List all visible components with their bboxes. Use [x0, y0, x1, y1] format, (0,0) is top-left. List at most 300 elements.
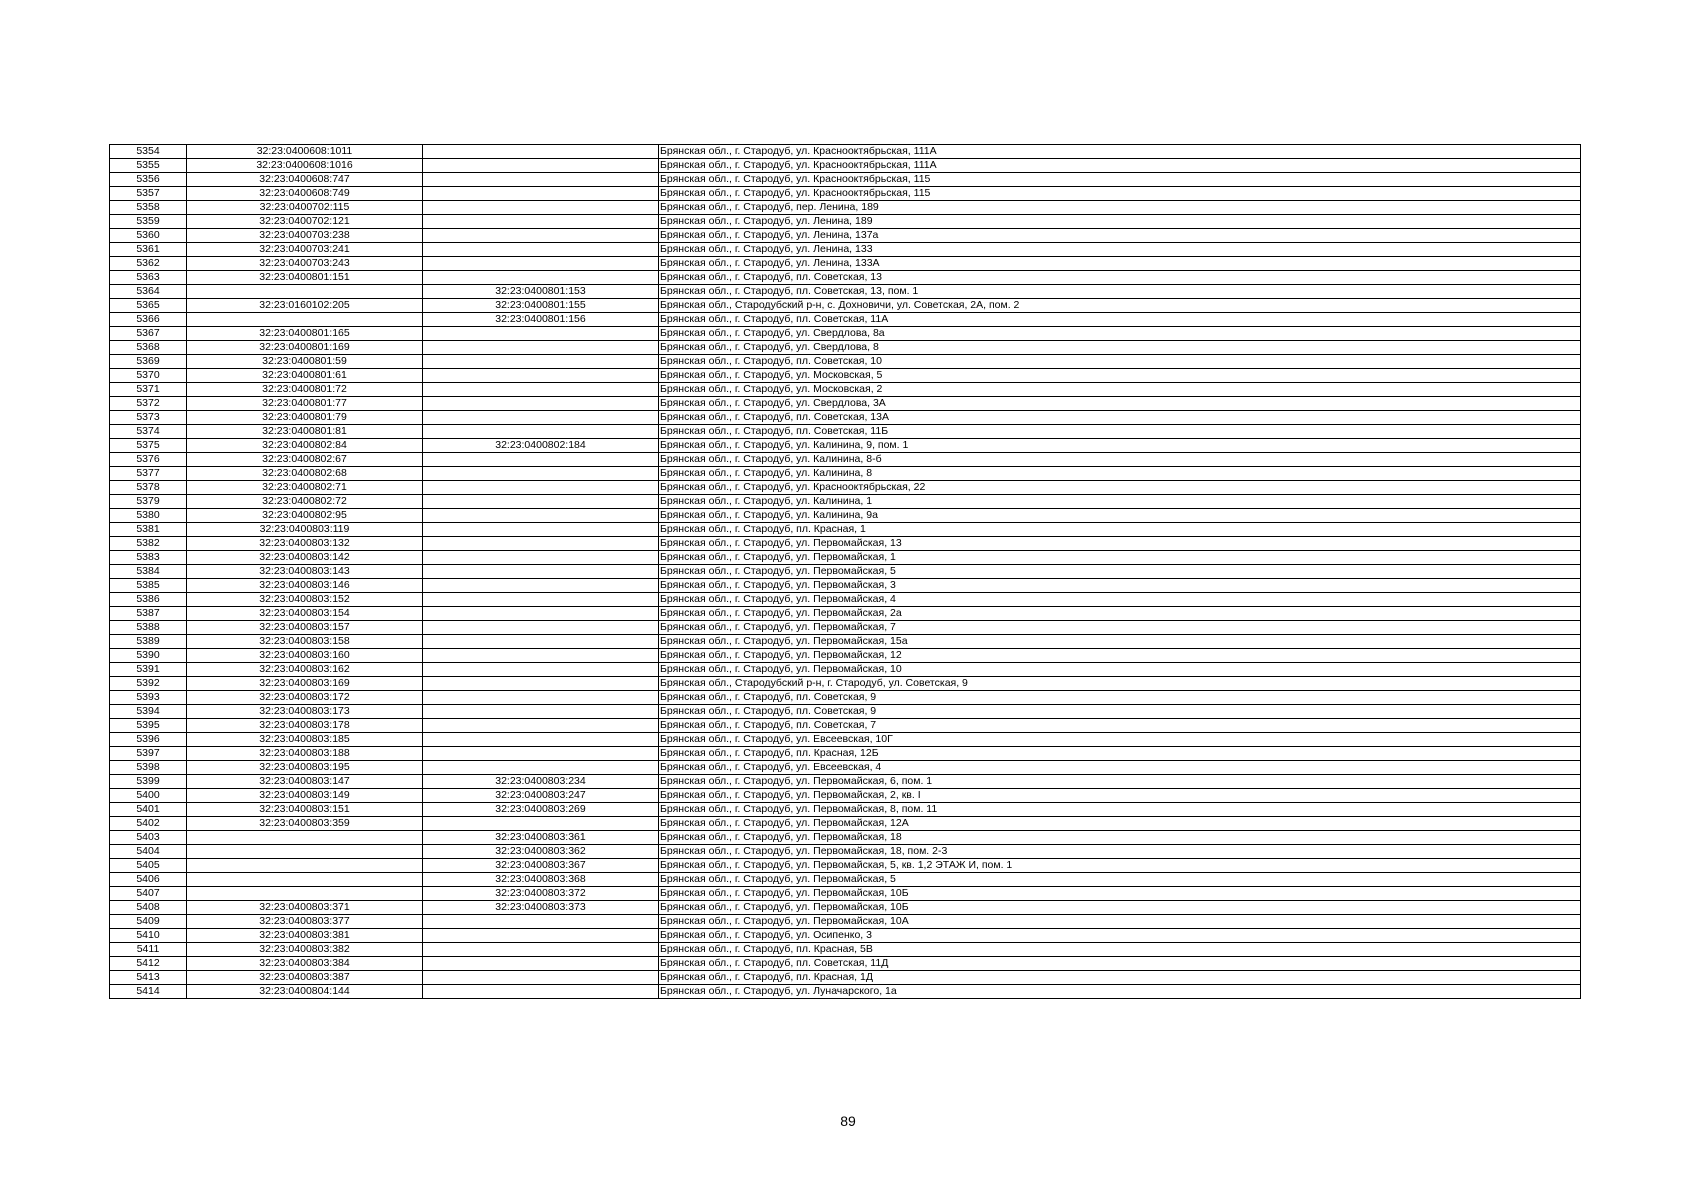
- row-number-cell: 5375: [110, 439, 187, 453]
- cadastral-number-cell: 32:23:0400802:72: [187, 495, 423, 509]
- address-cell: Брянская обл., г. Стародуб, ул. Первомайская, 1: [659, 551, 1581, 565]
- cadastral-number-cell: 32:23:0400803:188: [187, 747, 423, 761]
- cadastral-number-cell: 32:23:0400702:121: [187, 215, 423, 229]
- cadastral-number-cell: 32:23:0400802:68: [187, 467, 423, 481]
- address-cell: Брянская обл., г. Стародуб, ул. Первомайская, 15а: [659, 635, 1581, 649]
- related-cadastral-number-cell: [423, 957, 659, 971]
- address-cell: Брянская обл., г. Стародуб, ул. Краснооктябрьская, 115: [659, 187, 1581, 201]
- related-cadastral-number-cell: [423, 705, 659, 719]
- related-cadastral-number-cell: 32:23:0400801:155: [423, 299, 659, 313]
- address-cell: Брянская обл., г. Стародуб, ул. Первомайская, 3: [659, 579, 1581, 593]
- table-row: [110, 313, 1581, 327]
- address-cell: Брянская обл., г. Стародуб, ул. Ленина, 133А: [659, 257, 1581, 271]
- address-cell: Брянская обл., г. Стародуб, ул. Первомайская, 5: [659, 873, 1581, 887]
- cadastral-number-cell: 32:23:0400608:747: [187, 173, 423, 187]
- cadastral-number-cell: 32:23:0400801:81: [187, 425, 423, 439]
- row-number-cell: 5402: [110, 817, 187, 831]
- related-cadastral-number-cell: [423, 929, 659, 943]
- cadastral-number-cell: [187, 845, 423, 859]
- table-row: [110, 495, 1581, 509]
- table-row: [110, 355, 1581, 369]
- row-number-cell: 5394: [110, 705, 187, 719]
- row-number-cell: 5390: [110, 649, 187, 663]
- cadastral-number-cell: 32:23:0400703:243: [187, 257, 423, 271]
- table-row: [110, 397, 1581, 411]
- table-row: [110, 929, 1581, 943]
- address-cell: Брянская обл., г. Стародуб, ул. Первомайская, 5, кв. 1,2 ЭТАЖ И, пом. 1: [659, 859, 1581, 873]
- cadastral-number-cell: 32:23:0400803:160: [187, 649, 423, 663]
- table-row: [110, 565, 1581, 579]
- related-cadastral-number-cell: [423, 495, 659, 509]
- cadastral-number-cell: 32:23:0400803:371: [187, 901, 423, 915]
- row-number-cell: 5362: [110, 257, 187, 271]
- related-cadastral-number-cell: 32:23:0400803:362: [423, 845, 659, 859]
- table-row: [110, 341, 1581, 355]
- address-cell: Брянская обл., г. Стародуб, ул. Калинина, 8-б: [659, 453, 1581, 467]
- table-row: [110, 943, 1581, 957]
- table-row: [110, 285, 1581, 299]
- address-cell: Брянская обл., г. Стародуб, ул. Московская, 2: [659, 383, 1581, 397]
- address-cell: Брянская обл., г. Стародуб, пл. Красная, 1: [659, 523, 1581, 537]
- cadastral-number-cell: 32:23:0400803:377: [187, 915, 423, 929]
- related-cadastral-number-cell: [423, 621, 659, 635]
- cadastral-number-cell: 32:23:0400801:77: [187, 397, 423, 411]
- address-cell: Брянская обл., г. Стародуб, пл. Красная, 5В: [659, 943, 1581, 957]
- table-row: [110, 663, 1581, 677]
- row-number-cell: 5400: [110, 789, 187, 803]
- related-cadastral-number-cell: [423, 691, 659, 705]
- cadastral-number-cell: 32:23:0400608:1011: [187, 145, 423, 159]
- cadastral-number-cell: 32:23:0400801:169: [187, 341, 423, 355]
- address-cell: Брянская обл., г. Стародуб, ул. Первомайская, 2а: [659, 607, 1581, 621]
- row-number-cell: 5364: [110, 285, 187, 299]
- address-cell: Брянская обл., г. Стародуб, ул. Первомайская, 2, кв. I: [659, 789, 1581, 803]
- address-cell: Брянская обл., г. Стародуб, ул. Первомайская, 7: [659, 621, 1581, 635]
- cadastral-number-cell: 32:23:0400802:84: [187, 439, 423, 453]
- cadastral-number-cell: 32:23:0400803:142: [187, 551, 423, 565]
- address-cell: Брянская обл., г. Стародуб, пл. Советская, 13А: [659, 411, 1581, 425]
- row-number-cell: 5381: [110, 523, 187, 537]
- address-cell: Брянская обл., г. Стародуб, ул. Свердлова, 8: [659, 341, 1581, 355]
- related-cadastral-number-cell: [423, 425, 659, 439]
- table-row: [110, 229, 1581, 243]
- related-cadastral-number-cell: 32:23:0400803:373: [423, 901, 659, 915]
- address-cell: Брянская обл., г. Стародуб, ул. Краснооктябрьская, 115: [659, 173, 1581, 187]
- row-number-cell: 5409: [110, 915, 187, 929]
- related-cadastral-number-cell: 32:23:0400803:234: [423, 775, 659, 789]
- address-cell: Брянская обл., г. Стародуб, пл. Советская, 13: [659, 271, 1581, 285]
- cadastral-number-cell: 32:23:0400801:61: [187, 369, 423, 383]
- row-number-cell: 5368: [110, 341, 187, 355]
- cadastral-number-cell: 32:23:0400803:157: [187, 621, 423, 635]
- row-number-cell: 5382: [110, 537, 187, 551]
- table-row: [110, 677, 1581, 691]
- related-cadastral-number-cell: [423, 579, 659, 593]
- cadastral-number-cell: [187, 873, 423, 887]
- related-cadastral-number-cell: 32:23:0400801:156: [423, 313, 659, 327]
- address-cell: Брянская обл., г. Стародуб, ул. Ленина, 137а: [659, 229, 1581, 243]
- related-cadastral-number-cell: [423, 397, 659, 411]
- related-cadastral-number-cell: [423, 817, 659, 831]
- row-number-cell: 5367: [110, 327, 187, 341]
- cadastral-number-cell: 32:23:0400803:387: [187, 971, 423, 985]
- address-cell: Брянская обл., г. Стародуб, ул. Первомайская, 6, пом. 1: [659, 775, 1581, 789]
- address-cell: Брянская обл., г. Стародуб, ул. Краснооктябрьская, 22: [659, 481, 1581, 495]
- table-row: [110, 607, 1581, 621]
- table-row: [110, 803, 1581, 817]
- address-cell: Брянская обл., г. Стародуб, ул. Первомайская, 10А: [659, 915, 1581, 929]
- address-cell: Брянская обл., г. Стародуб, ул. Первомайская, 12: [659, 649, 1581, 663]
- cadastral-number-cell: 32:23:0400802:67: [187, 453, 423, 467]
- row-number-cell: 5383: [110, 551, 187, 565]
- row-number-cell: 5385: [110, 579, 187, 593]
- address-cell: Брянская обл., г. Стародуб, ул. Первомайская, 5: [659, 565, 1581, 579]
- related-cadastral-number-cell: 32:23:0400803:269: [423, 803, 659, 817]
- table-row: [110, 327, 1581, 341]
- row-number-cell: 5372: [110, 397, 187, 411]
- related-cadastral-number-cell: 32:23:0400801:153: [423, 285, 659, 299]
- address-cell: Брянская обл., г. Стародуб, ул. Ленина, 133: [659, 243, 1581, 257]
- row-number-cell: 5413: [110, 971, 187, 985]
- row-number-cell: 5354: [110, 145, 187, 159]
- row-number-cell: 5408: [110, 901, 187, 915]
- row-number-cell: 5365: [110, 299, 187, 313]
- row-number-cell: 5358: [110, 201, 187, 215]
- table-row: [110, 159, 1581, 173]
- table-row: [110, 831, 1581, 845]
- row-number-cell: 5357: [110, 187, 187, 201]
- related-cadastral-number-cell: [423, 551, 659, 565]
- related-cadastral-number-cell: [423, 369, 659, 383]
- row-number-cell: 5401: [110, 803, 187, 817]
- address-cell: Брянская обл., г. Стародуб, ул. Первомайская, 18, пом. 2-3: [659, 845, 1581, 859]
- related-cadastral-number-cell: [423, 747, 659, 761]
- related-cadastral-number-cell: [423, 243, 659, 257]
- address-cell: Брянская обл., г. Стародуб, ул. Первомайская, 10Б: [659, 901, 1581, 915]
- address-cell: Брянская обл., Стародубский р-н, г. Стародуб, ул. Советская, 9: [659, 677, 1581, 691]
- related-cadastral-number-cell: [423, 677, 659, 691]
- row-number-cell: 5404: [110, 845, 187, 859]
- row-number-cell: 5376: [110, 453, 187, 467]
- address-cell: Брянская обл., г. Стародуб, ул. Свердлова, 3А: [659, 397, 1581, 411]
- address-cell: Брянская обл., г. Стародуб, ул. Первомайская, 10Б: [659, 887, 1581, 901]
- table-row: [110, 915, 1581, 929]
- row-number-cell: 5373: [110, 411, 187, 425]
- address-cell: Брянская обл., г. Стародуб, ул. Первомайская, 10: [659, 663, 1581, 677]
- row-number-cell: 5386: [110, 593, 187, 607]
- related-cadastral-number-cell: [423, 985, 659, 999]
- related-cadastral-number-cell: [423, 733, 659, 747]
- related-cadastral-number-cell: 32:23:0400803:367: [423, 859, 659, 873]
- related-cadastral-number-cell: 32:23:0400803:372: [423, 887, 659, 901]
- cadastral-number-cell: 32:23:0400803:195: [187, 761, 423, 775]
- table-row: [110, 747, 1581, 761]
- table-row: [110, 383, 1581, 397]
- related-cadastral-number-cell: [423, 607, 659, 621]
- related-cadastral-number-cell: [423, 411, 659, 425]
- address-cell: Брянская обл., г. Стародуб, ул. Луначарского, 1а: [659, 985, 1581, 999]
- table-row: [110, 467, 1581, 481]
- table-row: [110, 635, 1581, 649]
- related-cadastral-number-cell: [423, 509, 659, 523]
- row-number-cell: 5405: [110, 859, 187, 873]
- related-cadastral-number-cell: 32:23:0400803:368: [423, 873, 659, 887]
- row-number-cell: 5393: [110, 691, 187, 705]
- related-cadastral-number-cell: [423, 145, 659, 159]
- cadastral-number-cell: 32:23:0400803:359: [187, 817, 423, 831]
- row-number-cell: 5355: [110, 159, 187, 173]
- related-cadastral-number-cell: [423, 355, 659, 369]
- row-number-cell: 5388: [110, 621, 187, 635]
- related-cadastral-number-cell: 32:23:0400802:184: [423, 439, 659, 453]
- address-cell: Брянская обл., г. Стародуб, ул. Первомайская, 13: [659, 537, 1581, 551]
- address-cell: Брянская обл., г. Стародуб, пл. Советская, 11Д: [659, 957, 1581, 971]
- table-row: [110, 257, 1581, 271]
- row-number-cell: 5387: [110, 607, 187, 621]
- table-row: [110, 271, 1581, 285]
- cadastral-number-cell: 32:23:0400703:238: [187, 229, 423, 243]
- related-cadastral-number-cell: [423, 453, 659, 467]
- table-row: [110, 299, 1581, 313]
- row-number-cell: 5396: [110, 733, 187, 747]
- related-cadastral-number-cell: [423, 229, 659, 243]
- row-number-cell: 5384: [110, 565, 187, 579]
- cadastral-number-cell: 32:23:0400801:151: [187, 271, 423, 285]
- address-cell: Брянская обл., г. Стародуб, ул. Калинина, 1: [659, 495, 1581, 509]
- row-number-cell: 5370: [110, 369, 187, 383]
- cadastral-number-cell: 32:23:0400801:79: [187, 411, 423, 425]
- table-row: [110, 733, 1581, 747]
- row-number-cell: 5377: [110, 467, 187, 481]
- address-cell: Брянская обл., г. Стародуб, ул. Первомайская, 8, пом. 11: [659, 803, 1581, 817]
- table-row: [110, 817, 1581, 831]
- cadastral-number-cell: 32:23:0400802:95: [187, 509, 423, 523]
- property-table: [109, 144, 1581, 999]
- table-row: [110, 537, 1581, 551]
- address-cell: Брянская обл., г. Стародуб, пл. Советская, 11Б: [659, 425, 1581, 439]
- cadastral-number-cell: 32:23:0400702:115: [187, 201, 423, 215]
- table-row: [110, 215, 1581, 229]
- row-number-cell: 5407: [110, 887, 187, 901]
- cadastral-number-cell: 32:23:0400803:119: [187, 523, 423, 537]
- address-cell: Брянская обл., г. Стародуб, ул. Калинина, 9, пом. 1: [659, 439, 1581, 453]
- row-number-cell: 5399: [110, 775, 187, 789]
- cadastral-number-cell: 32:23:0400803:152: [187, 593, 423, 607]
- table-row: [110, 845, 1581, 859]
- table-row: [110, 145, 1581, 159]
- related-cadastral-number-cell: [423, 971, 659, 985]
- table-row: [110, 957, 1581, 971]
- address-cell: Брянская обл., г. Стародуб, ул. Ленина, 189: [659, 215, 1581, 229]
- cadastral-number-cell: 32:23:0400803:158: [187, 635, 423, 649]
- address-cell: Брянская обл., г. Стародуб, пл. Красная, 1Д: [659, 971, 1581, 985]
- table-row: [110, 579, 1581, 593]
- table-row: [110, 691, 1581, 705]
- table-row: [110, 369, 1581, 383]
- address-cell: Брянская обл., г. Стародуб, ул. Евсеевская, 4: [659, 761, 1581, 775]
- address-cell: Брянская обл., г. Стародуб, пл. Красная, 12Б: [659, 747, 1581, 761]
- related-cadastral-number-cell: [423, 943, 659, 957]
- property-table-body: [110, 145, 1581, 999]
- row-number-cell: 5374: [110, 425, 187, 439]
- related-cadastral-number-cell: [423, 719, 659, 733]
- table-row: [110, 719, 1581, 733]
- cadastral-number-cell: 32:23:0400803:382: [187, 943, 423, 957]
- related-cadastral-number-cell: [423, 635, 659, 649]
- row-number-cell: 5363: [110, 271, 187, 285]
- cadastral-number-cell: [187, 285, 423, 299]
- cadastral-number-cell: 32:23:0400803:185: [187, 733, 423, 747]
- related-cadastral-number-cell: [423, 649, 659, 663]
- related-cadastral-number-cell: [423, 201, 659, 215]
- related-cadastral-number-cell: [423, 481, 659, 495]
- row-number-cell: 5356: [110, 173, 187, 187]
- address-cell: Брянская обл., г. Стародуб, ул. Осипенко, 3: [659, 929, 1581, 943]
- address-cell: Брянская обл., Стародубский р-н, с. Дохновичи, ул. Советская, 2А, пом. 2: [659, 299, 1581, 313]
- related-cadastral-number-cell: [423, 761, 659, 775]
- cadastral-number-cell: 32:23:0400803:143: [187, 565, 423, 579]
- table-row: [110, 201, 1581, 215]
- related-cadastral-number-cell: 32:23:0400803:247: [423, 789, 659, 803]
- row-number-cell: 5410: [110, 929, 187, 943]
- related-cadastral-number-cell: [423, 173, 659, 187]
- cadastral-number-cell: 32:23:0400803:149: [187, 789, 423, 803]
- row-number-cell: 5389: [110, 635, 187, 649]
- cadastral-number-cell: 32:23:0400703:241: [187, 243, 423, 257]
- address-cell: Брянская обл., г. Стародуб, пл. Советская, 7: [659, 719, 1581, 733]
- address-cell: Брянская обл., г. Стародуб, пл. Советская, 9: [659, 691, 1581, 705]
- cadastral-number-cell: 32:23:0400801:72: [187, 383, 423, 397]
- address-cell: Брянская обл., г. Стародуб, ул. Первомайская, 12А: [659, 817, 1581, 831]
- row-number-cell: 5391: [110, 663, 187, 677]
- related-cadastral-number-cell: 32:23:0400803:361: [423, 831, 659, 845]
- table-row: [110, 873, 1581, 887]
- cadastral-number-cell: 32:23:0400803:154: [187, 607, 423, 621]
- cadastral-number-cell: 32:23:0400803:146: [187, 579, 423, 593]
- cadastral-number-cell: [187, 859, 423, 873]
- cadastral-number-cell: [187, 831, 423, 845]
- address-cell: Брянская обл., г. Стародуб, ул. Евсеевская, 10Г: [659, 733, 1581, 747]
- cadastral-number-cell: 32:23:0400801:165: [187, 327, 423, 341]
- related-cadastral-number-cell: [423, 915, 659, 929]
- address-cell: Брянская обл., г. Стародуб, ул. Свердлова, 8а: [659, 327, 1581, 341]
- table-row: [110, 761, 1581, 775]
- cadastral-number-cell: 32:23:0400608:1016: [187, 159, 423, 173]
- table-row: [110, 705, 1581, 719]
- address-cell: Брянская обл., г. Стародуб, пл. Советская, 11А: [659, 313, 1581, 327]
- row-number-cell: 5380: [110, 509, 187, 523]
- row-number-cell: 5366: [110, 313, 187, 327]
- table-row: [110, 425, 1581, 439]
- address-cell: Брянская обл., г. Стародуб, ул. Краснооктябрьская, 111А: [659, 145, 1581, 159]
- related-cadastral-number-cell: [423, 565, 659, 579]
- cadastral-number-cell: 32:23:0400803:147: [187, 775, 423, 789]
- table-row: [110, 901, 1581, 915]
- cadastral-number-cell: 32:23:0400803:151: [187, 803, 423, 817]
- table-row: [110, 439, 1581, 453]
- table-row: [110, 887, 1581, 901]
- cadastral-number-cell: 32:23:0400803:384: [187, 957, 423, 971]
- row-number-cell: 5392: [110, 677, 187, 691]
- related-cadastral-number-cell: [423, 159, 659, 173]
- address-cell: Брянская обл., г. Стародуб, пл. Советская, 9: [659, 705, 1581, 719]
- related-cadastral-number-cell: [423, 593, 659, 607]
- table-row: [110, 649, 1581, 663]
- cadastral-number-cell: 32:23:0400803:172: [187, 691, 423, 705]
- table-row: [110, 509, 1581, 523]
- table-row: [110, 593, 1581, 607]
- cadastral-number-cell: 32:23:0400804:144: [187, 985, 423, 999]
- table-row: [110, 173, 1581, 187]
- row-number-cell: 5371: [110, 383, 187, 397]
- cadastral-number-cell: 32:23:0400803:173: [187, 705, 423, 719]
- row-number-cell: 5398: [110, 761, 187, 775]
- table-row: [110, 551, 1581, 565]
- row-number-cell: 5412: [110, 957, 187, 971]
- cadastral-number-cell: 32:23:0160102:205: [187, 299, 423, 313]
- related-cadastral-number-cell: [423, 187, 659, 201]
- table-row: [110, 859, 1581, 873]
- cadastral-number-cell: 32:23:0400803:169: [187, 677, 423, 691]
- table-row: [110, 985, 1581, 999]
- cadastral-number-cell: [187, 313, 423, 327]
- cadastral-number-cell: 32:23:0400803:132: [187, 537, 423, 551]
- cadastral-number-cell: [187, 887, 423, 901]
- related-cadastral-number-cell: [423, 341, 659, 355]
- cadastral-number-cell: 32:23:0400803:381: [187, 929, 423, 943]
- cadastral-number-cell: 32:23:0400803:178: [187, 719, 423, 733]
- row-number-cell: 5411: [110, 943, 187, 957]
- address-cell: Брянская обл., г. Стародуб, ул. Калинина, 9а: [659, 509, 1581, 523]
- table-row: [110, 453, 1581, 467]
- related-cadastral-number-cell: [423, 271, 659, 285]
- row-number-cell: 5406: [110, 873, 187, 887]
- row-number-cell: 5379: [110, 495, 187, 509]
- address-cell: Брянская обл., г. Стародуб, ул. Краснооктябрьская, 111А: [659, 159, 1581, 173]
- row-number-cell: 5378: [110, 481, 187, 495]
- table-row: [110, 243, 1581, 257]
- address-cell: Брянская обл., г. Стародуб, пл. Советская, 10: [659, 355, 1581, 369]
- related-cadastral-number-cell: [423, 215, 659, 229]
- related-cadastral-number-cell: [423, 257, 659, 271]
- row-number-cell: 5414: [110, 985, 187, 999]
- table-row: [110, 187, 1581, 201]
- table-row: [110, 971, 1581, 985]
- cadastral-number-cell: 32:23:0400608:749: [187, 187, 423, 201]
- table-row: [110, 523, 1581, 537]
- cadastral-number-cell: 32:23:0400802:71: [187, 481, 423, 495]
- cadastral-number-cell: 32:23:0400803:162: [187, 663, 423, 677]
- address-cell: Брянская обл., г. Стародуб, ул. Первомайская, 18: [659, 831, 1581, 845]
- table-row: [110, 411, 1581, 425]
- address-cell: Брянская обл., г. Стародуб, ул. Московская, 5: [659, 369, 1581, 383]
- row-number-cell: 5361: [110, 243, 187, 257]
- address-cell: Брянская обл., г. Стародуб, пер. Ленина, 189: [659, 201, 1581, 215]
- page-number: 89: [840, 1113, 856, 1129]
- row-number-cell: 5360: [110, 229, 187, 243]
- related-cadastral-number-cell: [423, 383, 659, 397]
- related-cadastral-number-cell: [423, 523, 659, 537]
- row-number-cell: 5403: [110, 831, 187, 845]
- related-cadastral-number-cell: [423, 327, 659, 341]
- table-row: [110, 481, 1581, 495]
- related-cadastral-number-cell: [423, 537, 659, 551]
- address-cell: Брянская обл., г. Стародуб, пл. Советская, 13, пом. 1: [659, 285, 1581, 299]
- table-row: [110, 621, 1581, 635]
- address-cell: Брянская обл., г. Стародуб, ул. Первомайская, 4: [659, 593, 1581, 607]
- related-cadastral-number-cell: [423, 663, 659, 677]
- table-row: [110, 775, 1581, 789]
